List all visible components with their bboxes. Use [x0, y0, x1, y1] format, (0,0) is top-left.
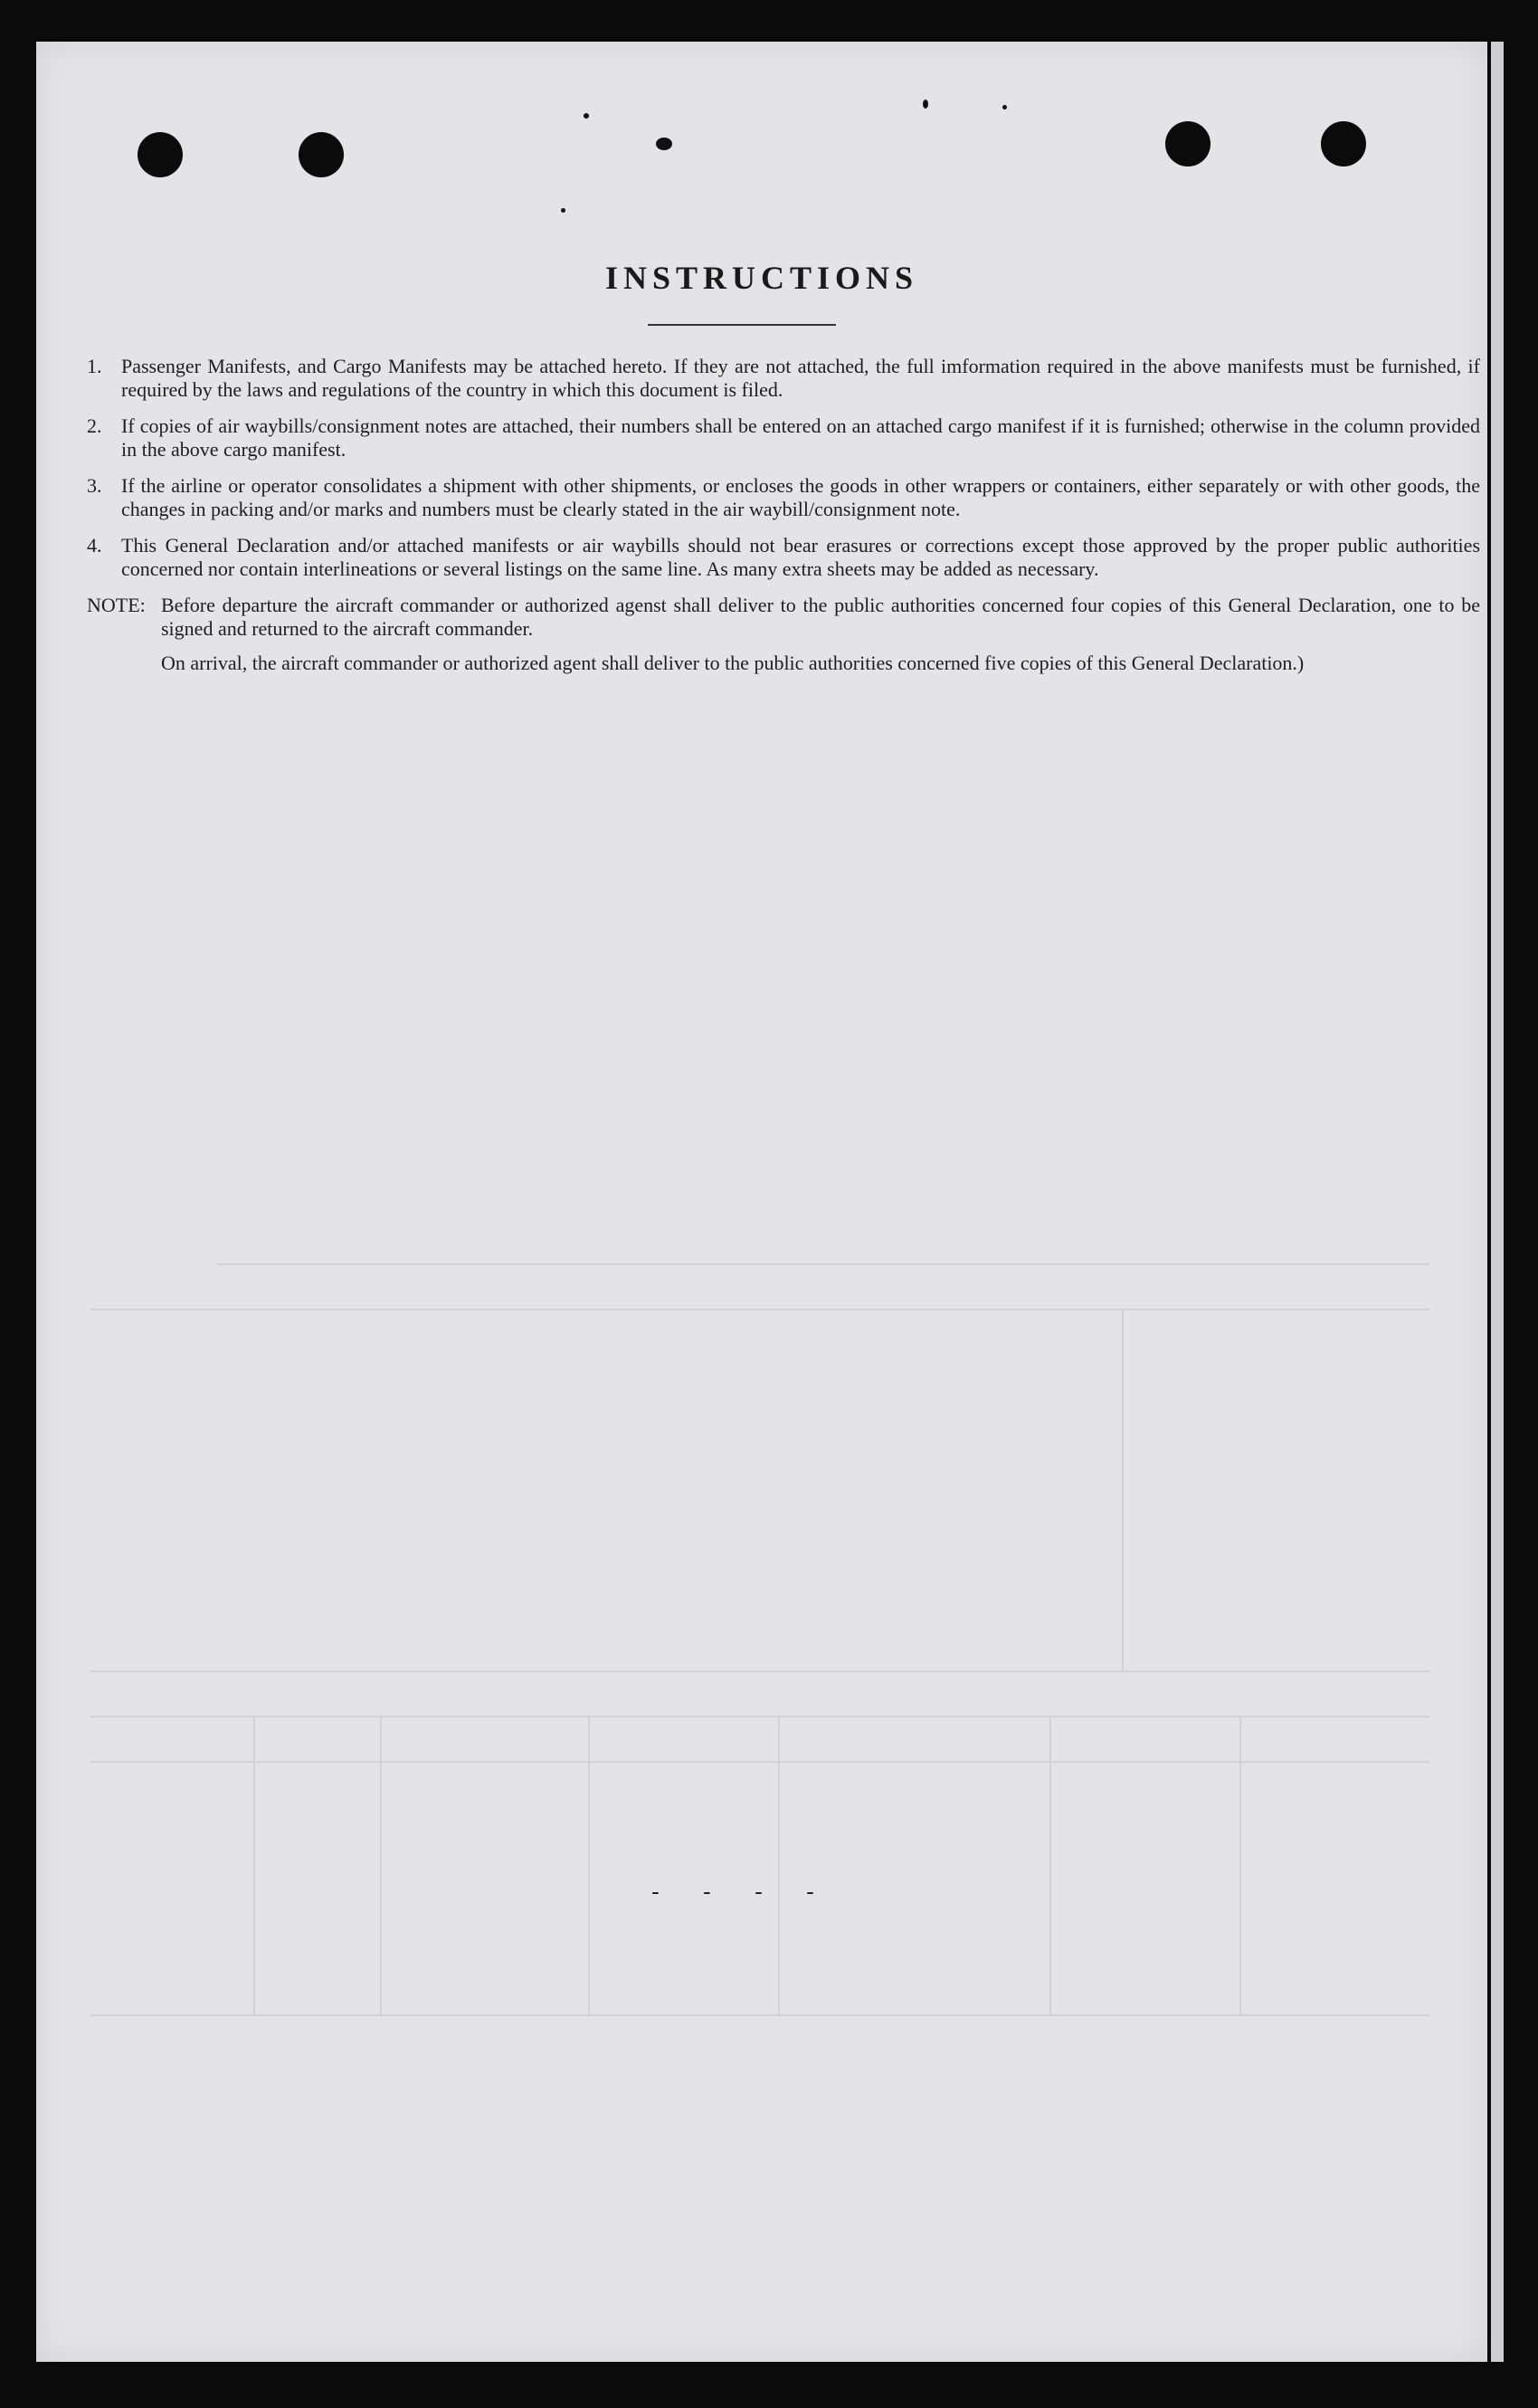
item-text: This General Declaration and/or attached manifests or air waybills should not bear erasures or corrections except those approved by the proper public authorities concerned nor contain interlineations or several listings on the same line. As many extra sheets may be added as necessary.: [121, 534, 1480, 580]
ink-speck: [561, 208, 565, 213]
ink-speck: [1002, 105, 1007, 109]
bleed-through-rule: [90, 1670, 1429, 1672]
bleed-through-rule: [588, 1716, 590, 2014]
bleed-through-rule: [1122, 1309, 1124, 1670]
note-label: NOTE:: [87, 594, 146, 616]
bleed-through-rule: [90, 2014, 1429, 2016]
instruction-item-3: [87, 474, 1480, 521]
punch-hole: [299, 132, 344, 177]
bleed-through-rule: [90, 1761, 1429, 1763]
paper-edge: [1491, 42, 1504, 2362]
bleed-through-rule: [217, 1263, 1429, 1265]
ink-speck: [656, 138, 672, 150]
ink-speck: [923, 100, 928, 109]
punch-hole: [1321, 121, 1366, 167]
bleed-through-rule: [1049, 1716, 1051, 2014]
instruction-item-4: [87, 534, 1480, 581]
item-text: If the airline or operator consolidates a shipment with other shipments, or encloses the goods in other wrappers or containers, either separately or with other goods, the changes in packing and/or marks and numbers must be clearly stated in the air waybill/consignment note.: [121, 474, 1480, 520]
note-continuation: On arrival, the aircraft commander or authorized agent shall deliver to the public authorities concerned five copies of this General Declaration.): [161, 652, 1305, 674]
bleed-through-rule: [90, 1309, 1429, 1310]
bleed-through-rule: [253, 1716, 255, 2014]
ink-speck: [584, 113, 589, 119]
bleed-through-rule: [778, 1716, 780, 2014]
note-block: [87, 594, 1480, 641]
bleed-through-rule: [90, 1716, 1429, 1718]
punch-hole: [1165, 121, 1210, 167]
instruction-item-2: [87, 414, 1480, 462]
page-title: INSTRUCTIONS: [604, 260, 919, 296]
note-text: Before departure the aircraft commander or authorized agenst shall deliver to the public authorities concerned four copies of this General Declaration, one to be signed and returned to the aircraft commander.: [161, 594, 1480, 640]
item-number: 4.: [87, 534, 102, 557]
item-text: If copies of air waybills/consignment notes are attached, their numbers shall be entered on an attached cargo manifest if it is furnished; otherwise in the column provided in the above cargo manifest.: [121, 414, 1480, 461]
instructions-list: [87, 355, 1480, 675]
title-underline: [648, 324, 836, 326]
item-number: 2.: [87, 414, 102, 437]
item-number: 3.: [87, 474, 102, 497]
bleed-through-rule: [1239, 1716, 1241, 2014]
document-sheet: [36, 42, 1487, 2362]
item-text: Passenger Manifests, and Cargo Manifests may be attached hereto. If they are not attached, the full imformation required in the above manifests must be furnished, if required by the laws and regulations of the country in which this document is filed.: [121, 355, 1480, 401]
bleed-through-rule: [380, 1716, 382, 2014]
top-clip-shadow: [724, 0, 814, 42]
item-number: 1.: [87, 355, 102, 377]
dash-separator: - - - -: [651, 1879, 832, 1906]
punch-hole: [138, 132, 183, 177]
instruction-item-1: [87, 355, 1480, 402]
